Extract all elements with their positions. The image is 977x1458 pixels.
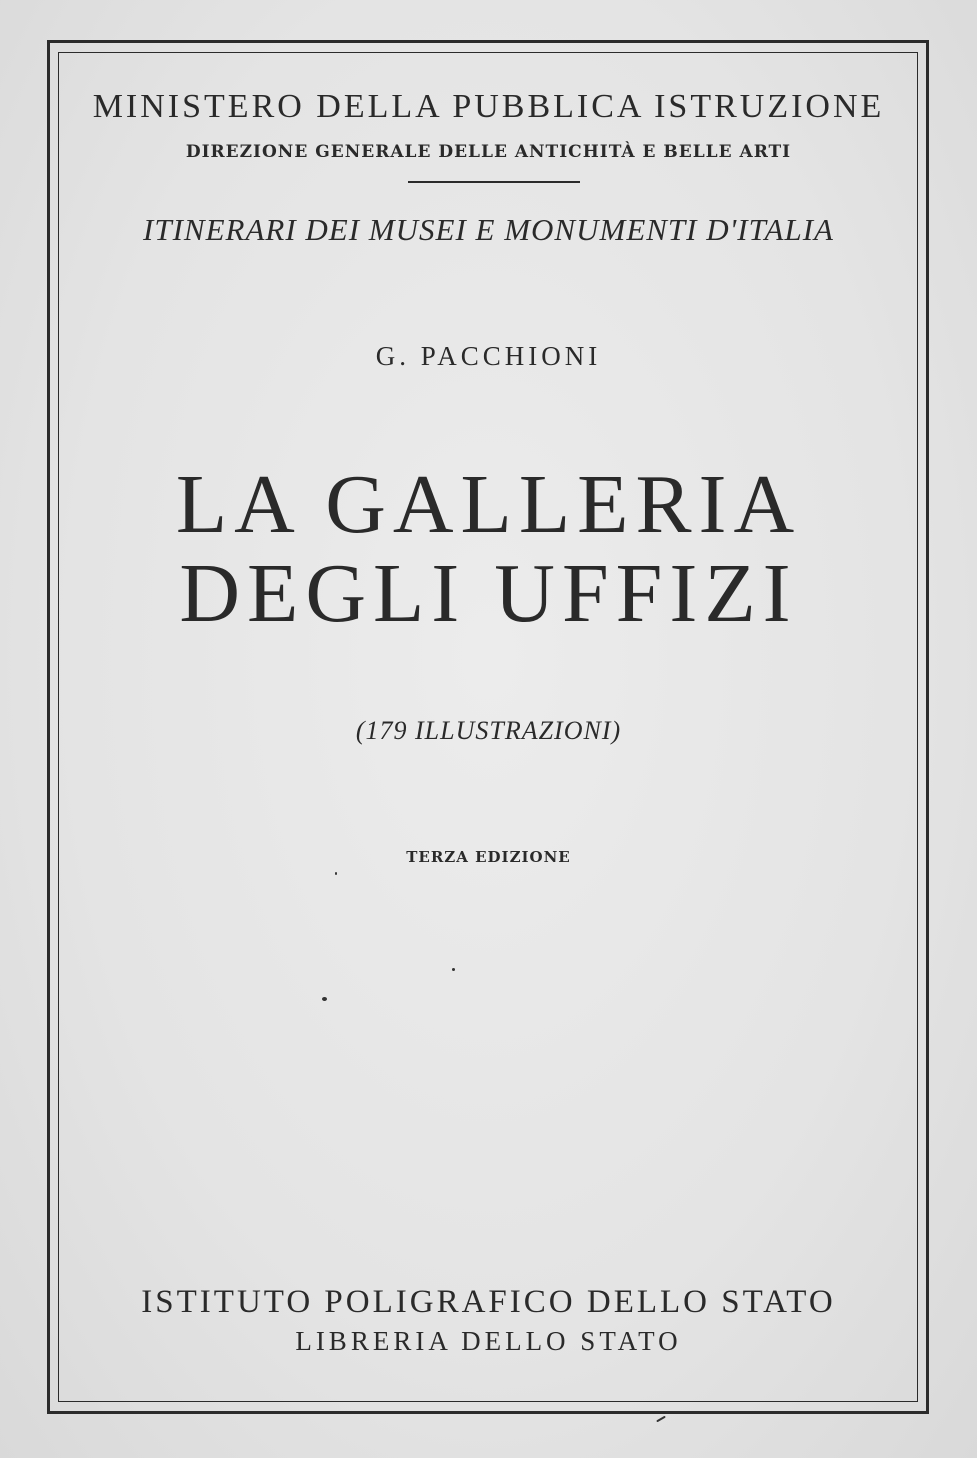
ministry-heading: MINISTERO DELLA PUBBLICA ISTRUZIONE xyxy=(92,88,885,125)
publisher-name: ISTITUTO POLIGRAFICO DELLO STATO xyxy=(141,1284,836,1320)
paper-speck xyxy=(335,872,337,875)
divider-rule xyxy=(408,181,580,183)
edition-label: TERZA EDIZIONE xyxy=(406,848,571,866)
book-title-line-1: LA GALLERIA xyxy=(175,458,802,551)
direzione-subheading: DIREZIONE GENERALE DELLE ANTICHITÀ E BELLE ARTI xyxy=(185,142,792,162)
book-title-line-2: DEGLI UFFIZI xyxy=(179,547,798,640)
author-name: G. PACCHIONI xyxy=(375,341,602,371)
paper-speck xyxy=(452,968,455,971)
libreria-name: LIBRERIA DELLO STATO xyxy=(295,1326,682,1356)
series-title: ITINERARI DEI MUSEI E MONUMENTI D'ITALIA xyxy=(143,212,834,247)
paper-speck xyxy=(322,997,327,1001)
illustrations-note: (179 ILLUSTRAZIONI) xyxy=(355,716,622,745)
paper-speck xyxy=(656,1416,666,1423)
